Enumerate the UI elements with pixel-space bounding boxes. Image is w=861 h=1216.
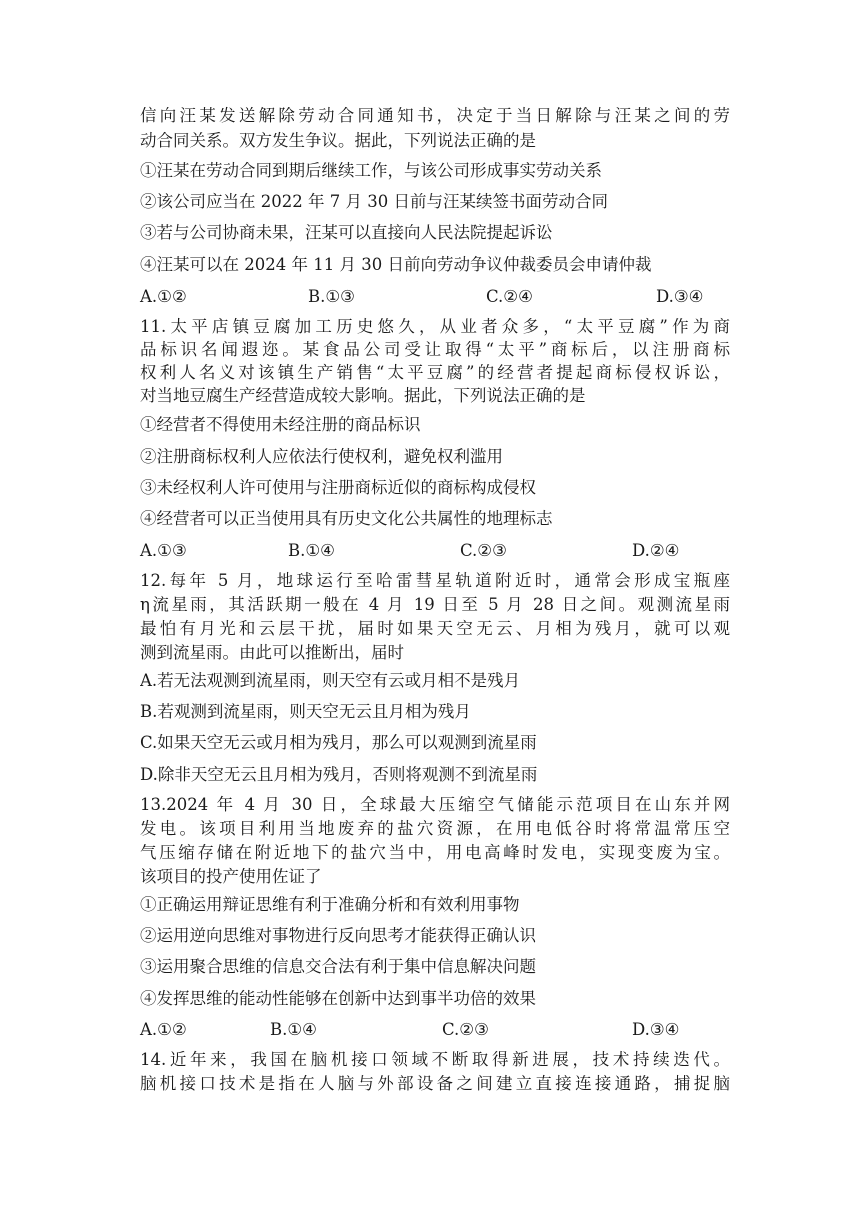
q11-statement-2: ②注册商标权利人应依法行使权利，避免权利滥用 (140, 447, 503, 466)
q12-stem-line-2: η流星雨，其活跃期一般在 4 月 19 日至 5 月 28 日之间。观测流星雨 (140, 595, 730, 614)
q12-choice-c: C.如果天空无云或月相为残月，那么可以观测到流星雨 (140, 733, 537, 752)
q10-statement-3: ③若与公司协商未果，汪某可以直接向人民法院提起诉讼 (140, 223, 553, 242)
q13-statement-3: ③运用聚合思维的信息交合法有利于集中信息解决问题 (140, 957, 536, 976)
q13-stem-line-3: 气压缩存储在附近地下的盐穴当中，用电高峰时发电，实现变废为宝。 (140, 843, 730, 862)
q13-statement-2: ②运用逆向思维对事物进行反向思考才能获得正确认识 (140, 926, 536, 945)
q10-statement-2: ②该公司应当在 2022 年 7 月 30 日前与汪某续签书面劳动合同 (140, 192, 608, 211)
q10-stem-line-1: 信向汪某发送解除劳动合同通知书，决定于当日解除与汪某之间的劳 (140, 106, 730, 125)
q11-option-d: D.②④ (632, 541, 680, 560)
q11-option-c: C.②③ (460, 541, 507, 560)
q12-choice-b: B.若观测到流星雨，则天空无云且月相为残月 (140, 702, 471, 721)
q13-stem-line-1: 13.2024 年 4 月 30 日，全球最大压缩空气储能示范项目在山东并网 (140, 795, 730, 814)
q11-stem-line-2: 品标识名闻遐迩。某食品公司受让取得“太平”商标后，以注册商标 (140, 340, 730, 359)
q13-option-c: C.②③ (442, 1020, 489, 1039)
q11-option-b: B.①④ (288, 541, 335, 560)
q12-stem-line-4: 测到流星雨。由此可以推断出，届时 (140, 643, 404, 662)
q10-statement-1: ①汪某在劳动合同到期后继续工作，与该公司形成事实劳动关系 (140, 161, 602, 180)
q11-statement-1: ①经营者不得使用未经注册的商品标识 (140, 415, 421, 434)
q11-stem-line-3: 权利人名义对该镇生产销售“太平豆腐”的经营者提起商标侵权诉讼， (140, 363, 730, 382)
q12-choice-a: A.若无法观测到流星雨，则天空有云或月相不是残月 (140, 671, 521, 690)
q13-stem-line-4: 该项目的投产使用佐证了 (140, 867, 322, 886)
q11-option-a: A.①③ (140, 541, 187, 560)
q11-stem-line-1: 11.太平店镇豆腐加工历史悠久，从业者众多，“太平豆腐”作为商 (140, 317, 730, 336)
q10-option-d: D.③④ (656, 287, 704, 306)
q12-stem-line-3: 最怕有月光和云层干扰，届时如果天空无云、月相为残月，就可以观 (140, 619, 730, 638)
q13-statement-4: ④发挥思维的能动性能够在创新中达到事半功倍的效果 (140, 989, 536, 1008)
q11-statement-3: ③未经权利人许可使用与注册商标近似的商标构成侵权 (140, 478, 536, 497)
q14-stem-line-2: 脑机接口技术是指在人脑与外部设备之间建立直接连接通路，捕捉脑 (140, 1074, 730, 1093)
q11-stem-line-4: 对当地豆腐生产经营造成较大影响。据此，下列说法正确的是 (140, 386, 586, 405)
q10-stem-line-2: 动合同关系。双方发生争议。据此，下列说法正确的是 (140, 131, 536, 150)
q10-statement-4: ④汪某可以在 2024 年 11 月 30 日前向劳动争议仲裁委员会申请仲裁 (140, 255, 652, 274)
q12-choice-d: D.除非天空无云且月相为残月，否则将观测不到流星雨 (140, 765, 538, 784)
q10-option-a: A.①② (140, 287, 187, 306)
q10-option-b: B.①③ (308, 287, 355, 306)
q10-option-c: C.②④ (486, 287, 533, 306)
q13-option-b: B.①④ (270, 1020, 317, 1039)
q13-option-d: D.③④ (632, 1020, 680, 1039)
q13-option-a: A.①② (140, 1020, 187, 1039)
q13-stem-line-2: 发电。该项目利用当地废弃的盐穴资源，在用电低谷时将常温常压空 (140, 819, 730, 838)
q11-statement-4: ④经营者可以正当使用具有历史文化公共属性的地理标志 (140, 509, 553, 528)
q13-statement-1: ①正确运用辩证思维有利于准确分析和有效利用事物 (140, 895, 520, 914)
q14-stem-line-1: 14.近年来，我国在脑机接口领域不断取得新进展，技术持续迭代。 (140, 1050, 730, 1069)
q12-stem-line-1: 12.每年 5 月，地球运行至哈雷彗星轨道附近时，通常会形成宝瓶座 (140, 571, 730, 590)
